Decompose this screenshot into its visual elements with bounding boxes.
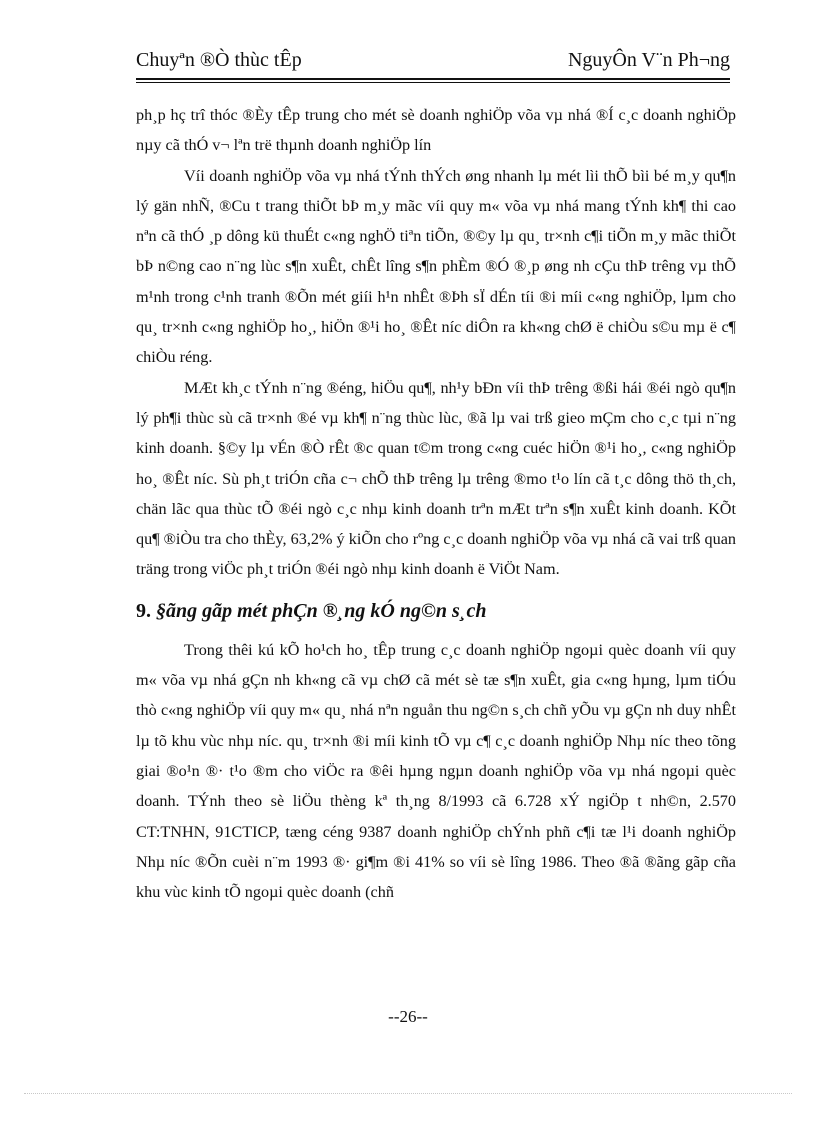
page-bottom-divider <box>24 1093 792 1094</box>
paragraph: MÆt kh¸c tÝnh n¨ng ®éng, hiÖu qu¶, nh¹y bÐn víi thÞ trêng ®ßi hái ®éi ngò qu¶n lý ph¶i thùc sù cã tr×nh ®é vµ kh¶ n¨ng thùc lùc, ®ã lµ vai trß gieo mÇm cho c¸c tµi n¨ng kinh doanh. §©y lµ vÉn ®Ò rÊt ®c quan t©m trong c«ng cuéc hiÖn ®¹i ho¸, c«ng nghiÖp ho¸ ®Êt níc. Sù ph¸t triÓn cña c¬ chÕ thÞ trêng lµ trêng ®mo t¹o lín cã t¸c dông thö th¸ch, chän lãc qua thùc tÕ ®éi ngò c¸c nhµ kinh doanh trªn mÆt trªn s¶n xuÊt kinh doanh. KÕt qu¶ ®iÒu tra cho thÈy, 63,2% ý kiÕn cho rºng c¸c doanh nghiÖp võa vµ nhá cã vai trß quan träng trong viÖc ph¸t triÓn ®éi ngò nhµ kinh doanh ë ViÖt Nam. <box>136 378 736 579</box>
paragraph: Víi doanh nghiÖp võa vµ nhá tÝnh thÝch øng nhanh lµ mét lìi thÕ bìi bé m¸y qu¶n lý gän nhÑ, ®Cu t trang thiÕt bÞ m¸y mãc víi quy m« võa vµ nhá mang tÝnh kh¶ thi cao nªn cã thÓ ¸p dông kü thuÉt c«ng nghÖ tiªn tiÕn, ®©y lµ qu¸ tr×nh c¶i tiÕn m¸y mãc thiÕt bÞ n©ng cao n¨ng lùc s¶n xuÊt, chÊt lîng s¶n phÈm ®Ó ®¸p øng nh cÇu thÞ trêng vµ thÕ m¹nh trong c¹nh tranh ®Õn mét giíi h¹n nhÊt ®Þh sÏ dÉn tíi ®i míi c«ng nghiÖp, lµm cho qu¸ tr×nh c«ng nghiÖp ho¸, hiÖn ®¹i ho¸ ®Êt níc diÔn ra kh«ng chØ ë chiÒu s©u mµ ë c¶ chiÒu réng. <box>136 166 736 367</box>
section-number: 9. <box>136 599 151 622</box>
paragraph: Trong thêi kú kÕ ho¹ch ho¸ tÊp trung c¸c doanh nghiÖp ngoµi quèc doanh víi quy m« võa vµ nhá gÇn nh kh«ng cã vµ chØ cã mét sè tæ s¶n xuÊt, gia c«ng hµng, lµm tiÓu thò c«ng nghiÖp víi quy m« qu¸ nhá nªn nguån thu ng©n s¸ch chñ yÕu vµ gÇn nh duy nhÊt lµ tõ khu vùc nhµ níc. qu¸ tr×nh ®i míi kinh tÕ vµ c¶ c¸c doanh nghiÖp Nhµ níc theo tõng giai ®o¹n ®· t¹o ®m cho viÖc ra ®êi hµng ngµn doanh nghiÖp võa vµ nhá ngoµi quèc doanh. TÝnh theo sè liÖu thèng kª th¸ng 8/1993 cã 6.728 xÝ ngiÖp t nh©n, 2.570 CT:TNHN, 91CTICP, tæng céng 9387 doanh nghiÖp chÝnh phñ c¶i tæ l¹i doanh nghiÖp Nhµ níc ®Õn cuèi n¨m 1993 ®· gi¶m ®i 41% so víi sè lîng 1986. Theo ®ã ®ãng gãp cña khu vùc kinh tÕ ngoµi quèc doanh (chñ <box>136 640 736 902</box>
section-heading <box>136 597 736 625</box>
body-text <box>136 100 736 907</box>
header-title: Chuyªn ®Ò thùc tÊp <box>136 49 302 71</box>
header-rule-thick <box>136 78 730 80</box>
header-author: NguyÔn V¨n Ph¬ng <box>567 49 730 71</box>
page-header <box>136 49 730 77</box>
section-title: §ãng gãp mét phÇn ®¸ng kÓ ng©n s¸ch <box>156 599 487 622</box>
page-number: --26-- <box>388 1007 428 1026</box>
paragraph-continued: ph¸p hç trî thóc ®Èy tÊp trung cho mét sè doanh nghiÖp võa vµ nhá ®Í c¸c doanh nghiÖp nµy cã thÓ v¬ lªn trë thµnh doanh nghiÖp lín <box>136 106 736 155</box>
header-rule-thin <box>136 82 730 83</box>
